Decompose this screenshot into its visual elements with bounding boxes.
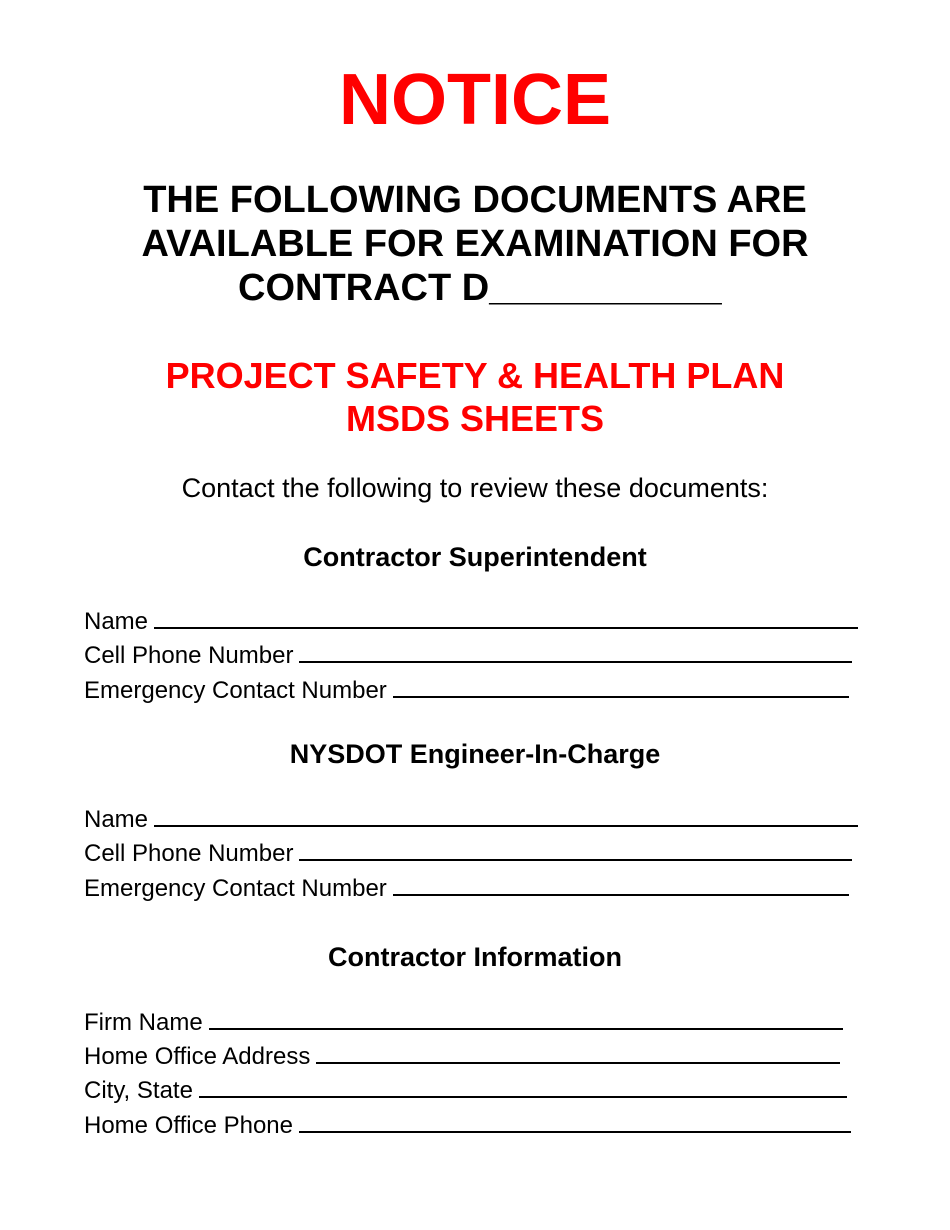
field-label: Home Office Address	[84, 1043, 311, 1070]
field-superintendent-emergency-contact[interactable]	[84, 674, 849, 706]
field-engineer-emergency-contact[interactable]	[84, 872, 849, 904]
field-label: Firm Name	[84, 1009, 203, 1036]
section-title-nysdot-engineer: NYSDOT Engineer-In-Charge	[289, 739, 661, 769]
blank-line[interactable]	[316, 1040, 840, 1064]
blank-line[interactable]	[299, 639, 852, 663]
field-label: Cell Phone Number	[84, 642, 294, 669]
field-engineer-cell-phone[interactable]	[84, 837, 852, 869]
field-superintendent-name[interactable]	[84, 605, 858, 637]
field-label: Emergency Contact Number	[84, 875, 387, 902]
headline-line-1: THE FOLLOWING DOCUMENTS ARE	[143, 179, 807, 221]
section-title-contractor-information: Contractor Information	[328, 942, 622, 972]
field-label: Home Office Phone	[84, 1112, 294, 1139]
headline-line-2: AVAILABLE FOR EXAMINATION FOR	[141, 223, 809, 265]
blank-line[interactable]	[199, 1074, 847, 1098]
field-engineer-name[interactable]	[84, 803, 858, 835]
field-label: City, State	[84, 1077, 193, 1104]
headline-line-3: CONTRACT D___________	[238, 267, 722, 309]
blank-line[interactable]	[393, 674, 849, 698]
field-home-office-phone[interactable]	[84, 1109, 851, 1141]
blank-line[interactable]	[299, 837, 852, 861]
section-title-contractor-superintendent: Contractor Superintendent	[303, 542, 647, 572]
field-firm-name[interactable]	[84, 1006, 843, 1038]
blank-line[interactable]	[154, 605, 858, 629]
blank-line[interactable]	[299, 1109, 851, 1133]
blank-line[interactable]	[209, 1006, 843, 1030]
field-superintendent-cell-phone[interactable]	[84, 639, 852, 671]
field-city-state[interactable]	[84, 1074, 847, 1106]
field-label: Cell Phone Number	[84, 840, 294, 867]
field-label: Emergency Contact Number	[84, 677, 387, 704]
documents-line-2: MSDS SHEETS	[345, 398, 605, 439]
field-home-office-address[interactable]	[84, 1040, 840, 1072]
field-label: Name	[84, 608, 149, 635]
blank-line[interactable]	[393, 872, 849, 896]
blank-line[interactable]	[154, 803, 858, 827]
field-label: Name	[84, 806, 149, 833]
notice-title: NOTICE	[338, 60, 611, 140]
intro-text: Contact the following to review these documents:	[181, 473, 769, 503]
documents-line-1: PROJECT SAFETY & HEALTH PLAN	[165, 355, 785, 396]
